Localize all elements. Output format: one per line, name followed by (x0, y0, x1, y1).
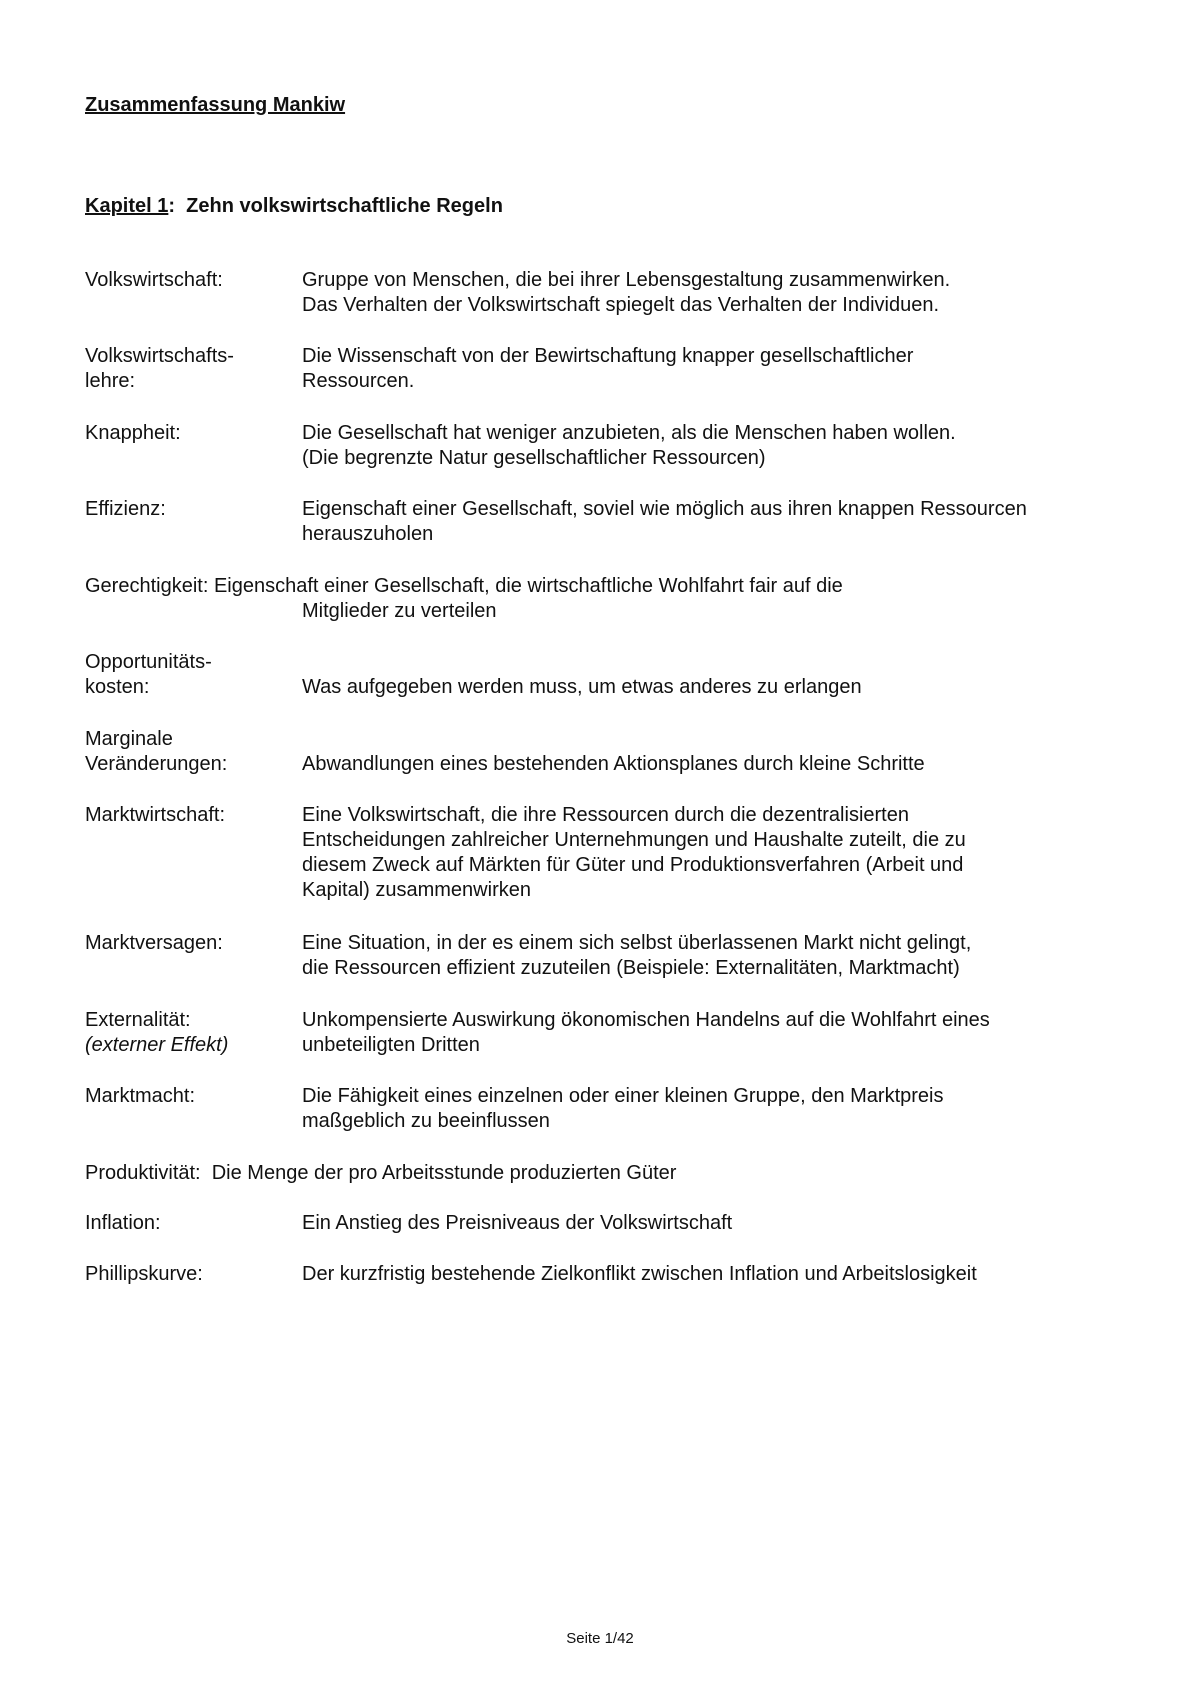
glossary-definition: Gruppe von Menschen, die bei ihrer Lebensgestaltung zusammenwirken. Das Verhalten der Volkswirtschaft spiegelt das Verhalten der Individuen. (302, 269, 951, 316)
glossary-term: Marktversagen: (85, 932, 223, 954)
glossary-definition: Abwandlungen eines bestehenden Aktionsplanes durch kleine Schritte (302, 753, 925, 775)
glossary-entry-gerechtigkeit-continuation: Mitglieder zu verteilen (302, 600, 497, 622)
glossary-definition: Unkompensierte Auswirkung ökonomischen Handelns auf die Wohlfahrt eines unbeteiligten Dritten (302, 1009, 990, 1056)
glossary-term: Volkswirtschaft: (85, 269, 223, 291)
glossary-term: Inflation: (85, 1212, 161, 1234)
glossary-term: Phillipskurve: (85, 1263, 203, 1285)
glossary-entry-gerechtigkeit: Gerechtigkeit: Eigenschaft einer Gesellschaft, die wirtschaftliche Wohlfahrt fair auf die (85, 575, 843, 597)
document-title: Zusammenfassung Mankiw (85, 94, 346, 116)
glossary-term: Knappheit: (85, 422, 181, 444)
glossary-term: Effizienz: (85, 498, 166, 520)
page-number: Seite 1/42 (566, 1630, 634, 1647)
glossary-entry-produktivitaet: Produktivität: Die Menge der pro Arbeitsstunde produzierten Güter (85, 1162, 677, 1184)
chapter-title: Zehn volkswirtschaftliche Regeln (186, 195, 503, 217)
glossary-term: Marktwirtschaft: (85, 804, 226, 826)
glossary-definition: Eine Volkswirtschaft, die ihre Ressourcen durch die dezentralisierten Entscheidungen zahlreicher Unternehmungen und Haushalte zuteilt, die zu diesem Zweck auf Märkten für Güter und Produktionsverfahren (Arbeit und Kapital) zusammenwirken (302, 804, 966, 901)
glossary-definition: Die Fähigkeit eines einzelnen oder einer kleinen Gruppe, den Marktpreis maßgeblich zu beeinflussen (302, 1085, 944, 1132)
glossary-term: Opportunitäts- kosten: (85, 651, 212, 698)
glossary-term: Marginale Veränderungen: (85, 728, 228, 775)
chapter-separator: : (168, 195, 176, 217)
glossary-term: Externalität: (externer Effekt) (85, 1009, 229, 1056)
chapter-heading (85, 195, 503, 218)
glossary-term: Volkswirtschafts- lehre: (85, 345, 234, 392)
glossary-definition: Ein Anstieg des Preisniveaus der Volkswirtschaft (302, 1212, 733, 1234)
glossary-term: Marktmacht: (85, 1085, 196, 1107)
glossary-definition: Eigenschaft einer Gesellschaft, soviel wie möglich aus ihren knappen Ressourcen herauszuholen (302, 498, 1027, 545)
glossary-definition: Die Wissenschaft von der Bewirtschaftung knapper gesellschaftlicher Ressourcen. (302, 345, 914, 392)
glossary-definition: Der kurzfristig bestehende Zielkonflikt zwischen Inflation und Arbeitslosigkeit (302, 1263, 977, 1285)
chapter-label: Kapitel 1 (85, 195, 169, 217)
glossary-definition: Was aufgegeben werden muss, um etwas anderes zu erlangen (302, 676, 862, 698)
glossary-definition: Die Gesellschaft hat weniger anzubieten, als die Menschen haben wollen. (Die begrenzte Natur gesellschaftlicher Ressourcen) (302, 422, 956, 469)
glossary-definition: Eine Situation, in der es einem sich selbst überlassenen Markt nicht gelingt, die Ressourcen effizient zuzuteilen (Beispiele: Externalitäten, Marktmacht) (302, 932, 972, 979)
